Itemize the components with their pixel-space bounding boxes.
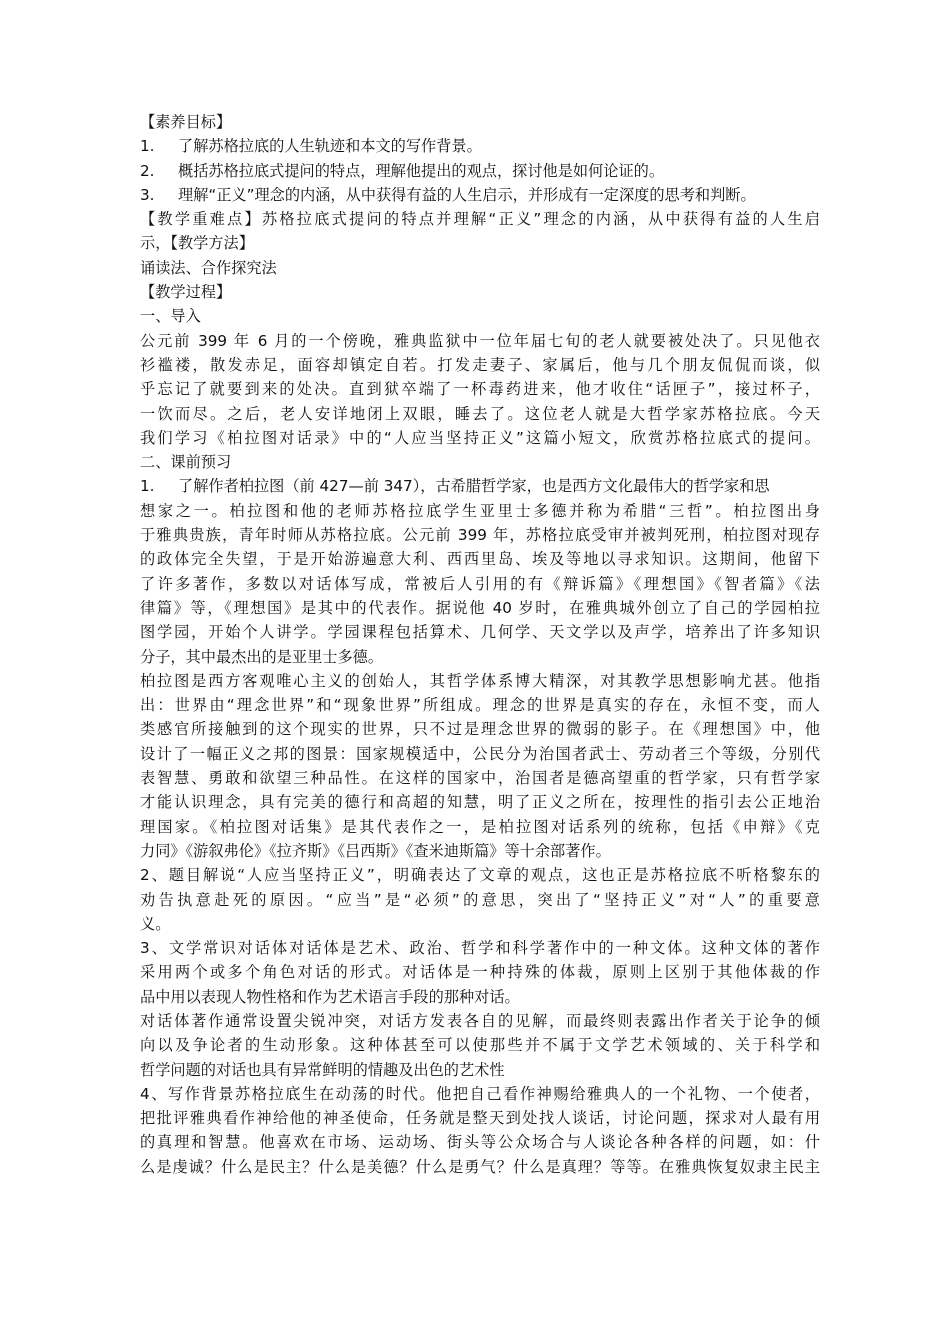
goal-text: 了解苏格拉底的人生轨迹和本文的写作背景。 (178, 137, 482, 156)
paragraph-line: 采用两个或多个角色对话的形式。对话体是一种持殊的体裁，原则上区别于其他体裁的作 (140, 963, 820, 982)
list-number: 1. (140, 477, 155, 496)
paragraph-line: 品中用以表现人物性格和作为艺术语言手段的那种对话。 (140, 987, 520, 1006)
paragraph-line: 的真理和智慧。他喜欢在市场、运动场、街头等公众场合与人谈论各种各样的问题，如：什 (140, 1133, 820, 1152)
list-number: 1. (140, 137, 155, 156)
paragraph-line: 我们学习《柏拉图对话录》中的“人应当坚持正义”这篇小短文，欣赏苏格拉底式的提问。 (140, 428, 820, 447)
paragraph-line: 于雅典贵族，青年时师从苏格拉底。公元前 399 年，苏格拉底受审并被判死刑，柏拉图对现存 (140, 526, 820, 545)
paragraph-line: 衫褴褛，散发赤足，面容却镇定自若。打发走妻子、家属后，他与几个朋友侃侃而谈，似 (140, 355, 820, 374)
subheading-intro: 一、导入 (140, 307, 201, 326)
paragraph-line: 设计了一幅正义之邦的图景：国家规模适中，公民分为治国者武士、劳动者三个等级，分别代 (140, 744, 820, 763)
goal-item-1 (140, 134, 820, 158)
paragraph-line: 对话体著作通常设置尖锐冲突，对话方发表各自的见解，而最终则表露出作者关于论争的倾 (140, 1011, 820, 1030)
paragraph-line: 把批评雅典看作神给他的神圣使命，任务就是整天到处找人谈话，讨论问题，探求对人最有用 (140, 1109, 820, 1128)
paragraph-line: 义。 (140, 914, 171, 933)
paragraph-line: 分子，其中最杰出的是亚里士多德。 (140, 647, 383, 666)
subheading-preview: 二、课前预习 (140, 453, 232, 472)
paragraph-line: 向以及争论者的生动形象。这种体甚至可以使那些并不属于文学艺术领域的、关于科学和 (140, 1036, 820, 1055)
preview-item-1 (140, 474, 820, 498)
paragraph-line: 的政体完全失望，于是开始游遍意大利、西西里岛、埃及等地以寻求知识。这期间，他留下 (140, 550, 820, 569)
paragraph-line: 了解作者柏拉图（前 427—前 347），古希腊哲学家，也是西方文化最伟大的哲学家和思 (178, 477, 770, 496)
document-page (140, 110, 820, 1179)
paragraph-line: 出：世界由“理念世界”和“现象世界”所组成。理念的世界是真实的存在，永恒不变，而人 (140, 696, 820, 715)
paragraph-line: 才能认识理念，具有完美的德行和高超的知慧，明了正义之所在，按理性的指引去公正地治 (140, 793, 820, 812)
key-points-line: 示，【教学方法】 (140, 234, 254, 253)
list-number: 3. (140, 185, 155, 204)
paragraph-line: 哲学问题的对话也具有异常鲜明的情趣及出色的艺术性 (140, 1060, 505, 1079)
key-points-line: 【教学重难点】苏格拉底式提问的特点并理解“正义”理念的内涵，从中获得有益的人生启 (140, 210, 820, 229)
paragraph-line: 劝告执意赴死的原因。“应当”是“必须”的意思，突出了“坚持正义”对“人”的重要意 (140, 890, 820, 909)
paragraph-line: 想家之一。柏拉图和他的老师苏格拉底学生亚里士多德并称为希腊“三哲”。柏拉图出身 (140, 501, 820, 520)
paragraph-line: 公元前 399 年 6 月的一个傍晚，雅典监狱中一位年届七旬的老人就要被处决了。只见他衣 (140, 331, 820, 350)
teaching-methods: 诵读法、合作探究法 (140, 258, 277, 277)
paragraph-line: 力同》《游叙弗伦》《拉齐斯》《吕西斯》《查米迪斯篇》等十余部著作。 (140, 841, 611, 860)
paragraph-line: 3、文学常识对话体对话体是艺术、政治、哲学和科学著作中的一种文体。这种文体的著作 (140, 939, 820, 958)
paragraph-line: 理国家。《柏拉图对话集》是其代表作之一，是柏拉图对话系列的统称，包括《申辩》《克 (140, 817, 820, 836)
paragraph-line: 4、写作背景苏格拉底生在动荡的时代。他把自己看作神赐给雅典人的一个礼物、一个使者， (140, 1084, 820, 1103)
paragraph-line: 乎忘记了就要到来的处决。直到狱卒端了一杯毒药进来，他才收住“话匣子”，接过杯子， (140, 380, 820, 399)
goal-text: 理解“正义”理念的内涵，从中获得有益的人生启示，并形成有一定深度的思考和判断。 (178, 185, 756, 204)
paragraph-line: 律篇》等，《理想国》是其中的代表作。据说他 40 岁时，在雅典城外创立了自己的学园柏拉 (140, 598, 820, 617)
paragraph-line: 了许多著作，多数以对话体写成，常被后人引用的有《辩诉篇》《理想国》《智者篇》《法 (140, 574, 820, 593)
goal-item-2 (140, 159, 820, 183)
paragraph-line: 表智慧、勇敢和欲望三种品性。在这样的国家中，治国者是德高望重的哲学家，只有哲学家 (140, 769, 820, 788)
paragraph-line: 图学园，开始个人讲学。学园课程包括算术、几何学、天文学以及声学，培养出了许多知识 (140, 623, 820, 642)
paragraph-line: 一饮而尽。之后，老人安详地闭上双眼，睡去了。这位老人就是大哲学家苏格拉底。今天 (140, 404, 820, 423)
paragraph-line: 么是虔诚？什么是民主？什么是美德？什么是勇气？什么是真理？等等。在雅典恢复奴隶主民主 (140, 1157, 820, 1176)
paragraph-line: 柏拉图是西方客观唯心主义的创始人，其哲学体系博大精深，对其教学思想影响尤甚。他指 (140, 671, 820, 690)
paragraph-line: 类感官所接触到的这个现实的世界，只不过是理念世界的微弱的影子。在《理想国》中，他 (140, 720, 820, 739)
section-heading-goals: 【素养目标】 (140, 113, 232, 131)
section-heading-process: 【教学过程】 (140, 283, 232, 302)
list-number: 2. (140, 161, 155, 180)
goal-text: 概括苏格拉底式提问的特点，理解他提出的观点，探讨他是如何论证的。 (178, 161, 664, 180)
goal-item-3 (140, 183, 820, 207)
paragraph-line: 2、题目解说“人应当坚持正义”，明确表达了文章的观点，这也正是苏格拉底不听格黎东的 (140, 866, 820, 885)
